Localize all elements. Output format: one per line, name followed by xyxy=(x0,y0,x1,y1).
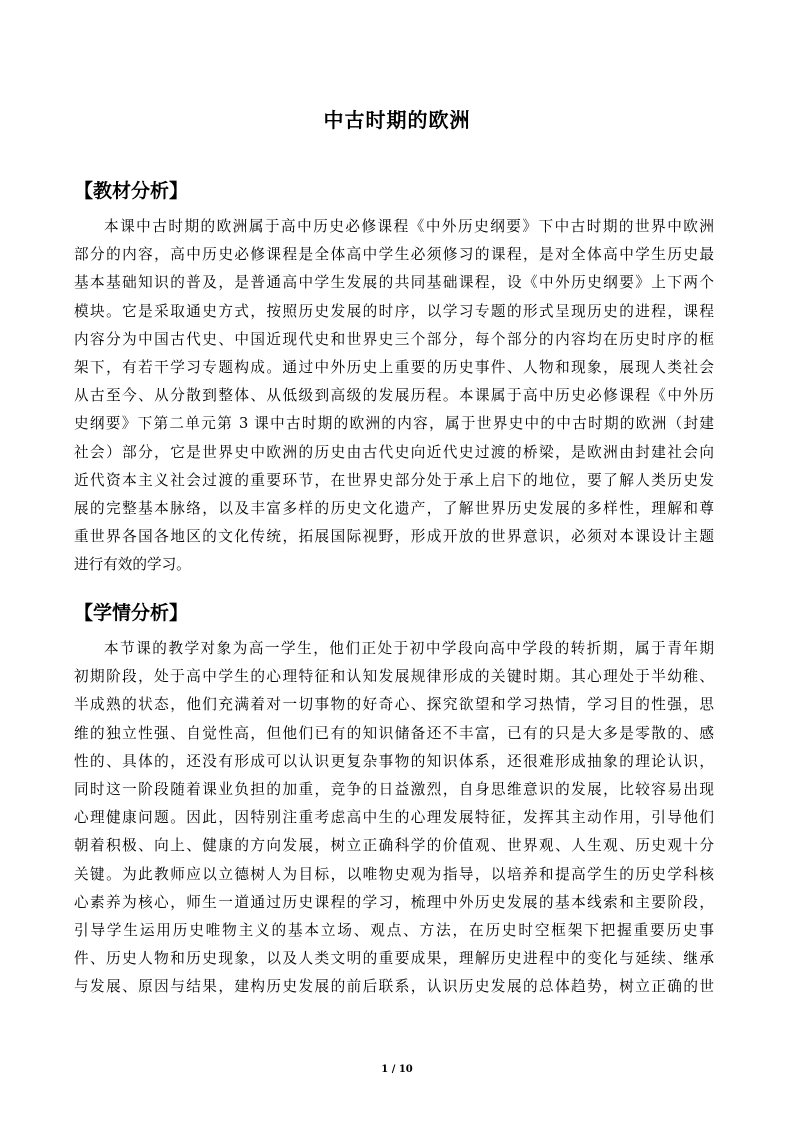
section-body-textbook-analysis xyxy=(74,213,714,579)
paragraph-line: 与发展、原因与结果，建构历史发展的前后联系，认识历史发展的总体趋势，树立正确的世 xyxy=(74,978,714,996)
paragraph-line: 社会）部分，它是世界史中欧洲的历史由古代史向近代史过渡的桥梁，是欧洲由封建社会向 xyxy=(74,443,714,461)
paragraph-line: 近代资本主义社会过渡的重要环节，在世界史部分处于承上启下的地位，要了解人类历史发 xyxy=(74,471,714,489)
paragraph-line: 展的完整基本脉络，以及丰富多样的历史文化遗产，了解世界历史发展的多样性，理解和尊 xyxy=(74,499,714,517)
page-number: 1 / 10 xyxy=(381,1064,413,1075)
section-heading-textbook-analysis: 【教材分析】 xyxy=(74,180,189,202)
paragraph-line: 心理健康问题。因此，因特别注重考虑高中生的心理发展特征，发挥其主动作用，引导他们 xyxy=(74,809,714,827)
paragraph-line: 性的、具体的，还没有形成可以认识更复杂事物的知识体系，还很难形成抽象的理论认识， xyxy=(74,752,714,770)
page-title: 中古时期的欧洲 xyxy=(323,108,471,132)
paragraph-line: 维的独立性强、自觉性高，但他们已有的知识储备还不丰富，已有的只是大多是零散的、感 xyxy=(74,724,714,742)
paragraph-line: 内容分为中国古代史、中国近现代史和世界史三个部分，每个部分的内容均在历史时序的框 xyxy=(74,330,714,348)
paragraph-line: 架下，有若干学习专题构成。通过中外历史上重要的历史事件、人物和现象，展现人类社会 xyxy=(74,358,714,376)
paragraph-line: 关键。为此教师应以立德树人为目标，以唯物史观为指导，以培养和提高学生的历史学科核 xyxy=(74,865,714,883)
paragraph-line: 心素养为核心，师生一道通过历史课程的学习，梳理中外历史发展的基本线索和主要阶段， xyxy=(74,893,714,911)
paragraph-line: 本节课的教学对象为高一学生，他们正处于初中学段向高中学段的转折期，属于青年期 xyxy=(104,640,714,657)
paragraph-line: 基本基础知识的普及，是普通高中学生发展的共同基础课程，设《中外历史纲要》上下两个 xyxy=(74,274,714,292)
paragraph-line: 重世界各国各地区的文化传统，拓展国际视野，形成开放的世界意识，必须对本课设计主题 xyxy=(74,528,714,546)
paragraph-line: 史纲要》下第二单元第 3 课中古时期的欧洲的内容，属于世界史中的中古时期的欧洲（封建 xyxy=(74,415,714,433)
paragraph-line: 半成熟的状态，他们充满着对一切事物的好奇心、探究欲望和学习热情，学习目的性强，思 xyxy=(74,696,714,714)
paragraph-line: 部分的内容，高中历史必修课程是全体高中学生必须修习的课程，是对全体高中学生历史最 xyxy=(74,246,714,264)
paragraph-line: 朝着积极、向上、健康的方向发展，树立正确科学的价值观、世界观、人生观、历史观十分 xyxy=(74,837,714,855)
paragraph-line: 引导学生运用历史唯物主义的基本立场、观点、方法，在历史时空框架下把握重要历史事 xyxy=(74,921,714,939)
paragraph-line: 本课中古时期的欧洲属于高中历史必修课程《中外历史纲要》下中古时期的世界中欧洲 xyxy=(104,218,714,235)
paragraph-line: 初期阶段，处于高中学生的心理特征和认知发展规律形成的关键时期。其心理处于半幼稚、 xyxy=(74,668,714,686)
paragraph-line: 同时这一阶段随着课业负担的加重，竞争的日益激烈，自身思维意识的发展，比较容易出现 xyxy=(74,780,714,798)
paragraph-line: 进行有效的学习。 xyxy=(74,556,191,574)
section-heading-learner-analysis: 【学情分析】 xyxy=(74,602,189,624)
paragraph-line: 从古至今、从分散到整体、从低级到高级的发展历程。本课属于高中历史必修课程《中外历 xyxy=(74,387,714,405)
section-body-learner-analysis xyxy=(74,635,714,1001)
paragraph-line: 模块。它是采取通史方式，按照历史发展的时序，以学习专题的形式呈现历史的进程，课程 xyxy=(74,302,714,320)
paragraph-line: 件、历史人物和历史现象，以及人类文明的重要成果，理解历史进程中的变化与延续、继承 xyxy=(74,950,714,968)
